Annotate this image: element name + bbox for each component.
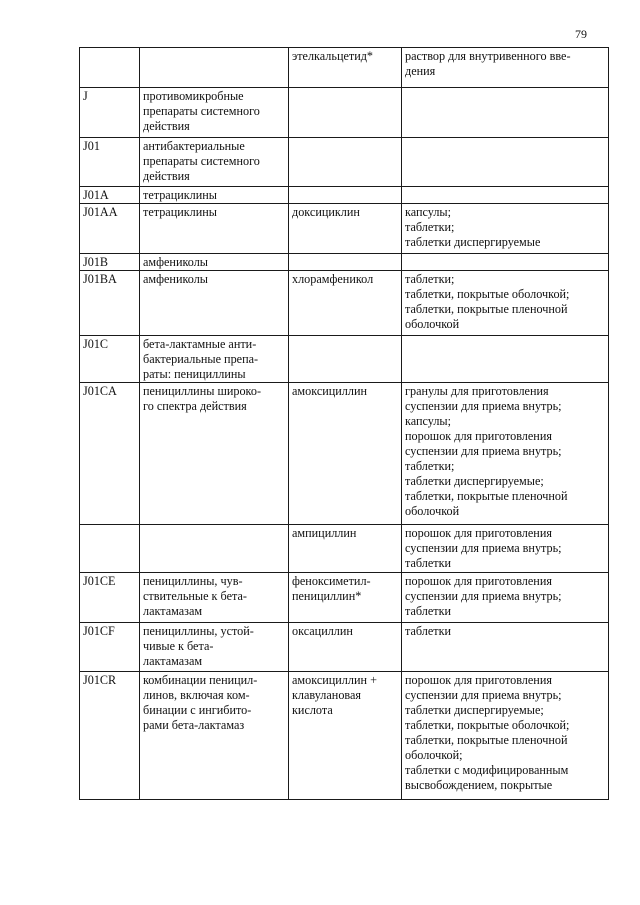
table-row — [80, 573, 609, 623]
group-name-cell: амфениколы — [140, 254, 289, 271]
atc-code-cell: J01CR — [80, 672, 140, 800]
table-row — [80, 88, 609, 138]
drug-name-cell: ампициллин — [289, 525, 402, 573]
dosage-form-cell: порошок для приготовления суспензии для приема внутрь; таблетки — [402, 525, 609, 573]
group-name-cell: тетрациклины — [140, 204, 289, 254]
drug-classification-table — [79, 47, 609, 800]
dosage-form-cell — [402, 187, 609, 204]
group-name-cell: антибактериальные препараты системного действия — [140, 138, 289, 187]
table-row — [80, 623, 609, 672]
dosage-form-cell — [402, 254, 609, 271]
table-row — [80, 138, 609, 187]
drug-name-cell — [289, 254, 402, 271]
atc-code-cell: J01 — [80, 138, 140, 187]
dosage-form-cell: гранулы для приготовления суспензии для приема внутрь; капсулы; порошок для приготовления суспензии для приема внутрь; таблетки; таблетки диспергируемые; таблетки, покрытые пленочной оболочкой — [402, 383, 609, 525]
group-name-cell — [140, 525, 289, 573]
drug-name-cell: оксациллин — [289, 623, 402, 672]
drug-name-cell — [289, 187, 402, 204]
group-name-cell: бета-лактамные анти- бактериальные препа- раты: пенициллины — [140, 336, 289, 383]
table-row — [80, 48, 609, 88]
atc-code-cell: J01CE — [80, 573, 140, 623]
table-row — [80, 187, 609, 204]
drug-name-cell — [289, 138, 402, 187]
drug-name-cell — [289, 88, 402, 138]
table-row — [80, 204, 609, 254]
drug-name-cell: амоксициллин — [289, 383, 402, 525]
atc-code-cell: J01A — [80, 187, 140, 204]
dosage-form-cell — [402, 336, 609, 383]
atc-code-cell: J01BA — [80, 271, 140, 336]
atc-code-cell: J01CA — [80, 383, 140, 525]
dosage-form-cell: порошок для приготовления суспензии для приема внутрь; таблетки — [402, 573, 609, 623]
table-row — [80, 525, 609, 573]
atc-code-cell: J — [80, 88, 140, 138]
page-number: 79 — [575, 27, 587, 41]
group-name-cell: пенициллины, устой- чивые к бета- лактамазам — [140, 623, 289, 672]
dosage-form-cell: раствор для внутривенного вве- дения — [402, 48, 609, 88]
drug-name-cell: доксициклин — [289, 204, 402, 254]
drug-name-cell — [289, 336, 402, 383]
table-row — [80, 271, 609, 336]
table-row — [80, 383, 609, 525]
atc-code-cell: J01CF — [80, 623, 140, 672]
drug-name-cell: феноксиметил- пенициллин* — [289, 573, 402, 623]
group-name-cell: пенициллины, чув- ствительные к бета- лактамазам — [140, 573, 289, 623]
atc-code-cell — [80, 48, 140, 88]
dosage-form-cell: порошок для приготовления суспензии для приема внутрь; таблетки диспергируемые; таблетки, покрытые оболочкой; таблетки, покрытые пленочной оболочкой; таблетки с модифицированным высвобождением, покрытые — [402, 672, 609, 800]
group-name-cell: амфениколы — [140, 271, 289, 336]
group-name-cell: пенициллины широко- го спектра действия — [140, 383, 289, 525]
atc-code-cell: J01AA — [80, 204, 140, 254]
drug-name-cell: этелкальцетид* — [289, 48, 402, 88]
atc-code-cell — [80, 525, 140, 573]
dosage-form-cell: таблетки — [402, 623, 609, 672]
atc-code-cell: J01C — [80, 336, 140, 383]
group-name-cell — [140, 48, 289, 88]
drug-name-cell: амоксициллин + клавулановая кислота — [289, 672, 402, 800]
group-name-cell: противомикробные препараты системного действия — [140, 88, 289, 138]
table-row — [80, 672, 609, 800]
drug-name-cell: хлорамфеникол — [289, 271, 402, 336]
dosage-form-cell: капсулы; таблетки; таблетки диспергируемые — [402, 204, 609, 254]
dosage-form-cell — [402, 138, 609, 187]
group-name-cell: тетрациклины — [140, 187, 289, 204]
atc-code-cell: J01B — [80, 254, 140, 271]
dosage-form-cell — [402, 88, 609, 138]
dosage-form-cell: таблетки; таблетки, покрытые оболочкой; таблетки, покрытые пленочной оболочкой — [402, 271, 609, 336]
table-row — [80, 254, 609, 271]
group-name-cell: комбинации пеницил- линов, включая ком- бинации с ингибито- рами бета-лактамаз — [140, 672, 289, 800]
table-row — [80, 336, 609, 383]
